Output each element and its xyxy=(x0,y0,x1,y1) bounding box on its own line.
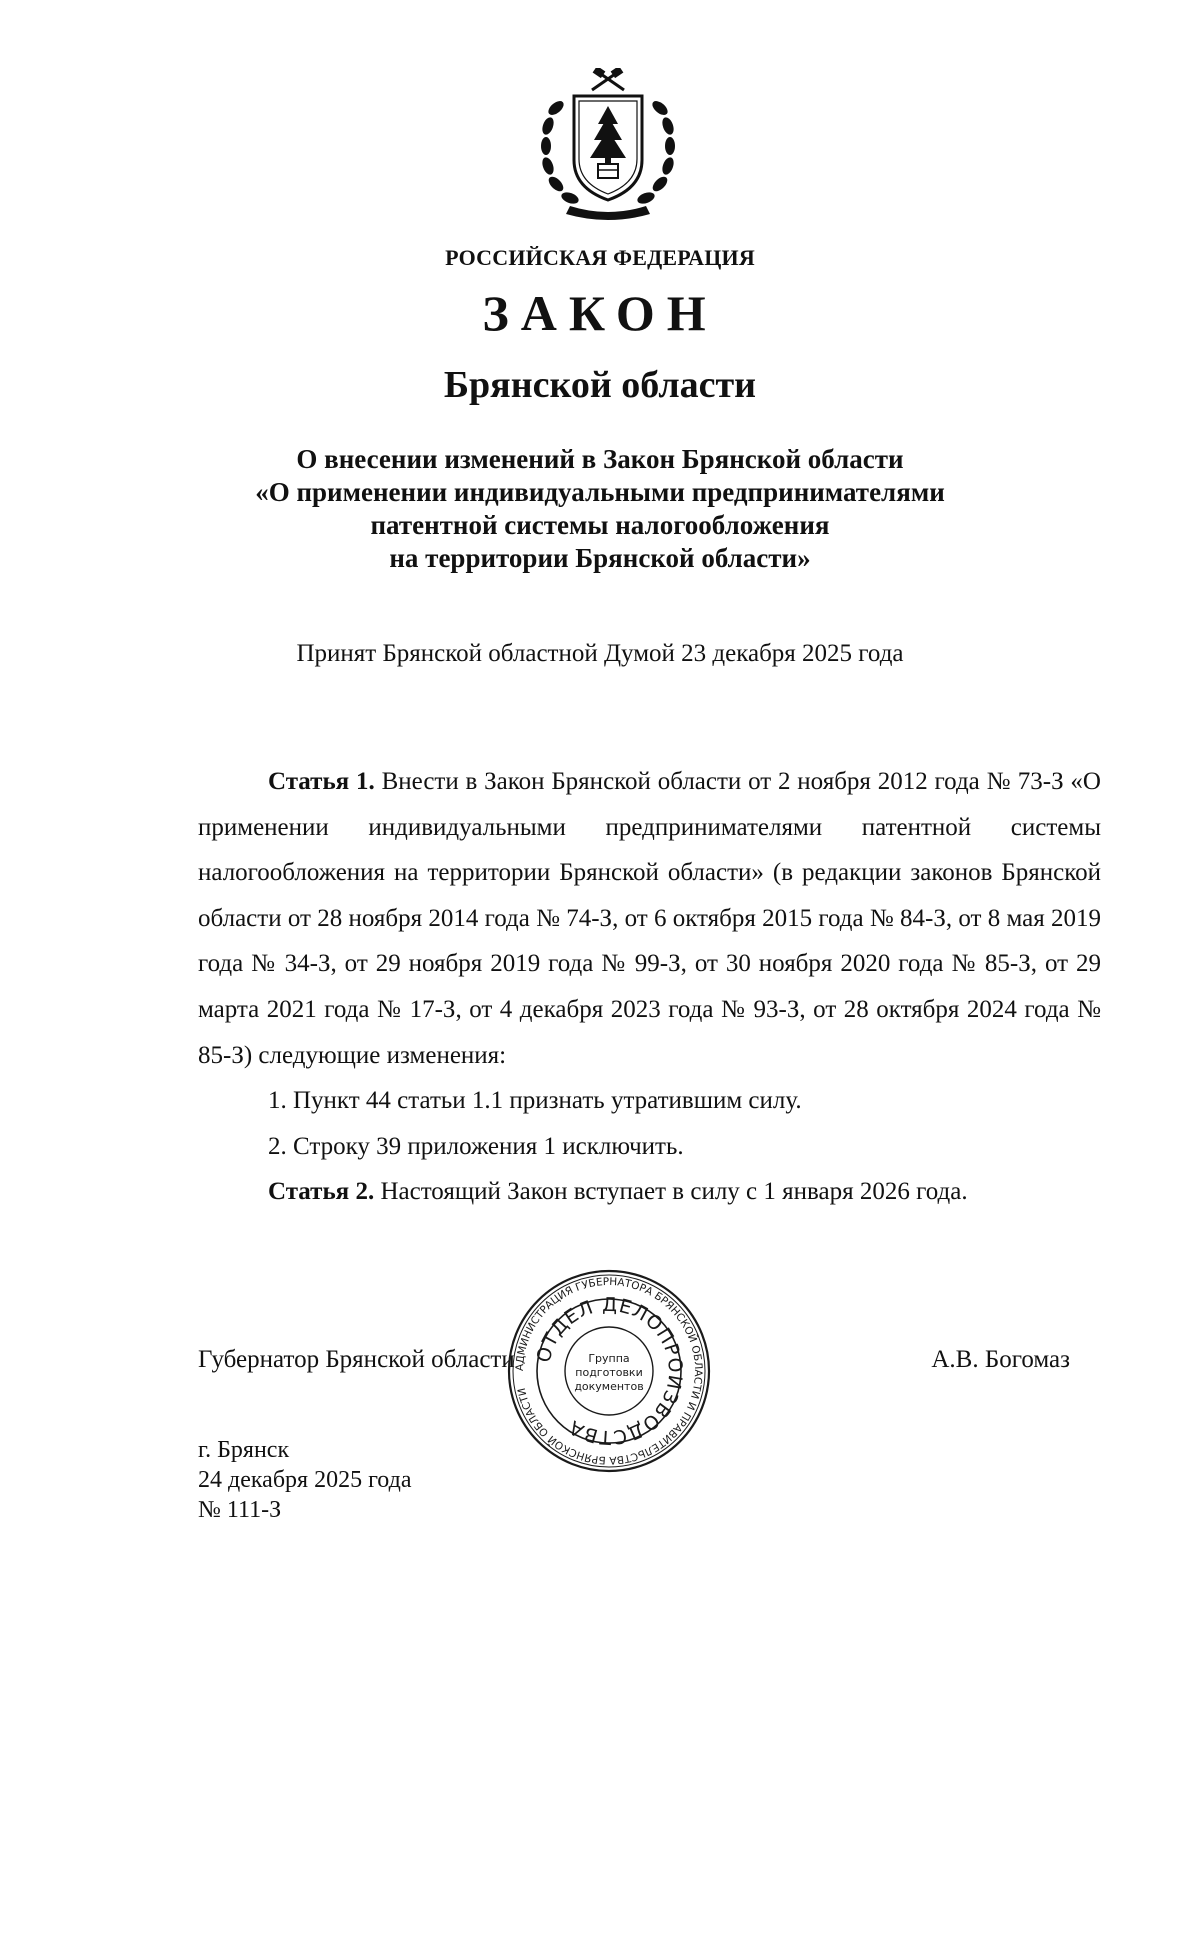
country-heading: РОССИЙСКАЯ ФЕДЕРАЦИЯ xyxy=(445,245,755,270)
stamp-center-line: документов xyxy=(574,1380,644,1393)
law-title xyxy=(0,443,1200,575)
stamp-outer-text: АДМИНИСТРАЦИЯ ГУБЕРНАТОРА БРЯНСКОЙ ОБЛАСТИ И ПРАВИТЕЛЬСТВА БРЯНСКОЙ ОБЛАСТИ xyxy=(513,1275,705,1467)
article-2 xyxy=(198,1169,1101,1215)
article-1-label: Статья 1. xyxy=(268,768,375,795)
signatory-title: Губернатор Брянской области xyxy=(198,1346,515,1373)
article-1-item: 1. Пункт 44 статьи 1.1 признать утратившим силу. xyxy=(268,1087,802,1115)
region-heading: Брянской области xyxy=(443,364,757,406)
bryansk-coat-of-arms-icon xyxy=(536,68,680,220)
signatory-name: А.В. Богомаз xyxy=(931,1346,1070,1373)
stamp-center-line: Группа xyxy=(588,1352,630,1365)
document-type-heading: ЗАКОН xyxy=(482,285,718,341)
signing-date: 24 декабря 2025 года xyxy=(198,1467,412,1493)
law-title-line: О внесении изменений в Закон Брянской области xyxy=(296,444,904,474)
official-stamp-icon xyxy=(504,1266,714,1476)
law-number: № 111-З xyxy=(198,1497,282,1523)
law-body xyxy=(198,759,1101,1215)
article-2-text: Настоящий Закон вступает в силу с 1 января 2026 года. xyxy=(380,1178,968,1206)
article-2-label: Статья 2. xyxy=(268,1178,375,1206)
stamp-inner-text: ОТДЕЛ ДЕЛОПРОИЗВОДСТВА xyxy=(532,1293,687,1449)
article-1-text: Внести в Закон Брянской области от 2 ноября 2012 года № 73-З «О применении индивидуальными предпринимателями патентной системы налогообложения на территории Брянской области» (в редакции законов Брянской области от 28 ноября 2014 года № 74-З, от 6 октября 2015 года № 84-З, от 8 мая 2019 года № 34-З, от 29 ноября 2019 года № 99-З, от 30 ноября 2020 года № 85-З, от 29 марта 2021 года № 17-З, от 4 декабря 2023 года № 93-З, от 28 октября 2024 года № 85-З) следующие изменения: xyxy=(198,768,1101,1069)
law-title-line: патентной системы налогообложения xyxy=(370,510,830,540)
signing-details xyxy=(198,1435,411,1525)
stamp-center-line: подготовки xyxy=(575,1366,643,1379)
article-1 xyxy=(198,759,1101,1078)
law-title-line: «О применении индивидуальными предпринимателями xyxy=(255,477,945,507)
signing-city: г. Брянск xyxy=(198,1437,290,1463)
adoption-line: Принят Брянской областной Думой 23 декабря 2025 года xyxy=(296,640,904,667)
law-title-line: на территории Брянской области» xyxy=(389,543,811,573)
article-1-item: 2. Строку 39 приложения 1 исключить. xyxy=(268,1132,684,1160)
